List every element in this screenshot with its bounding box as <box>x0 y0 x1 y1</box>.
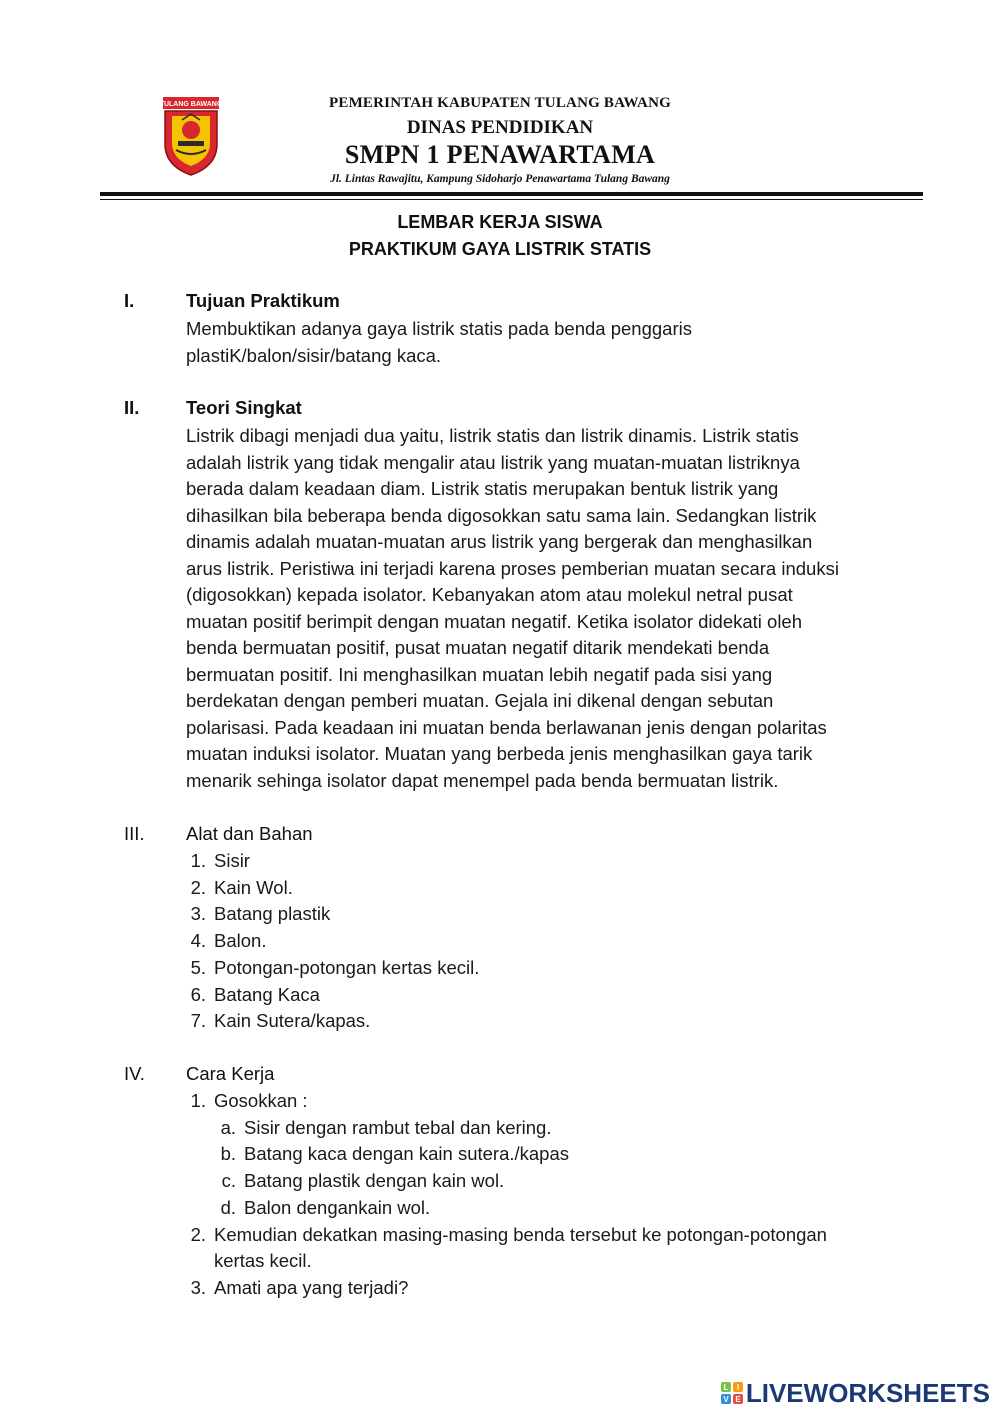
body-line: (digosokkan) kepada isolator. Kebanyakan atom atau molekul netral pusat <box>186 584 793 605</box>
step-text: Amati apa yang terjadi? <box>214 1276 409 1298</box>
sub-letter: d. <box>220 1196 236 1218</box>
body-line: adalah listrik yang tidak mengalir atau listrik yang muatan-muatan listriknya <box>186 451 800 473</box>
item-text: Batang plastik <box>214 903 331 925</box>
body-line: Listrik dibagi menjadi dua yaitu, listrik statis dan listrik dinamis. Listrik statis <box>186 425 799 446</box>
procedure-list <box>190 1088 827 1302</box>
step-number: 1. <box>190 1090 206 1111</box>
item-text: Balon. <box>214 930 267 952</box>
school-address: Jl. Lintas Rawajitu, Kampung Sidoharjo Penawartama Tulang Bawang <box>330 173 670 185</box>
item-number: 4. <box>190 930 206 952</box>
procedure-step <box>190 1222 827 1275</box>
item-text: Kain Sutera/kapas. <box>214 1010 371 1032</box>
list-item <box>190 955 480 982</box>
sub-letter: a. <box>220 1116 236 1138</box>
item-number: 7. <box>190 1010 206 1032</box>
item-number: 1. <box>190 850 206 871</box>
worksheet-title: LEMBAR KERJA SISWA <box>397 212 603 232</box>
logo-letter: I <box>736 1383 739 1392</box>
logo-letter: L <box>723 1383 729 1392</box>
step-text: Kemudian dekatkan masing-masing benda tersebut ke potongan-potongan <box>214 1223 827 1245</box>
sub-letter: b. <box>220 1143 236 1165</box>
letterhead-divider-thin <box>100 199 923 200</box>
list-item <box>190 901 479 928</box>
step-text-continued: kertas kecil. <box>214 1250 312 1272</box>
body-line: plastiK/balon/sisir/batang kaca. <box>186 344 442 366</box>
sub-text: Batang kaca dengan kain sutera./kapas <box>244 1143 570 1165</box>
list-item <box>220 1141 827 1168</box>
sub-text: Batang plastik dengan kain wol. <box>244 1170 505 1192</box>
body-line: benda bermuatan positif, pusat muatan negatif ditarik mendekati benda <box>186 637 770 658</box>
section-2-heading: Teori Singkat <box>186 397 302 418</box>
list-item <box>190 1008 479 1035</box>
government-name: PEMERINTAH KABUPATEN TULANG BAWANG <box>329 95 671 111</box>
item-number: 2. <box>190 876 206 898</box>
body-line: menarik sehinga isolator dapat menempel pada benda bermuatan listrik. <box>186 769 779 791</box>
list-item <box>190 875 479 902</box>
body-line: berdekatan dengan pemberi muatan. Gejala ini dikenal dengan sebutan <box>186 690 774 711</box>
sub-text: Sisir dengan rambut tebal dan kering. <box>244 1116 552 1138</box>
section-1-body <box>186 316 906 369</box>
section-2-numeral: II. <box>124 397 140 418</box>
section-1-heading: Tujuan Praktikum <box>186 290 340 311</box>
materials-list <box>190 848 480 1035</box>
list-item <box>190 928 479 955</box>
procedure-step <box>190 1088 827 1222</box>
sub-text: Balon dengankain wol. <box>244 1196 431 1218</box>
item-text: Kain Wol. <box>214 876 293 898</box>
body-line: Membuktikan adanya gaya listrik statis pada benda penggaris <box>186 318 692 339</box>
step-text: Gosokkan : <box>214 1090 308 1111</box>
sub-letter: c. <box>221 1170 236 1192</box>
item-text: Potongan-potongan kertas kecil. <box>214 956 480 978</box>
logo-label: TULANG BAWANG <box>162 101 220 108</box>
school-name: SMPN 1 PENAWARTAMA <box>344 140 656 169</box>
letterhead-divider-thick <box>100 192 923 196</box>
worksheet-subtitle: PRAKTIKUM GAYA LISTRIK STATIS <box>348 239 652 259</box>
body-line: muatan positif berimpit dengan muatan negatif. Ketika isolator didekati oleh <box>186 610 803 632</box>
body-line: berada dalam keadaan diam. Listrik statis merupakan bentuk listrik yang <box>186 478 779 499</box>
liveworksheets-logo-icon <box>721 1382 743 1404</box>
section-4-heading: Cara Kerja <box>186 1063 275 1084</box>
item-text: Sisir <box>214 850 250 871</box>
item-number: 3. <box>190 903 206 925</box>
liveworksheets-brand[interactable] <box>721 1378 990 1408</box>
section-2-body <box>186 423 906 794</box>
list-item <box>190 848 479 875</box>
item-number: 5. <box>190 956 206 978</box>
regency-crest-icon <box>162 96 220 176</box>
logo-letter: V <box>723 1395 729 1404</box>
section-3-numeral: III. <box>124 823 145 844</box>
body-line: dihasilkan bila beberapa benda digosokkan satu sama lain. Sedangkan listrik <box>186 504 817 526</box>
procedure-step <box>190 1275 827 1302</box>
section-4-numeral: IV. <box>124 1063 145 1084</box>
logo-letter: E <box>735 1395 741 1404</box>
step-number: 2. <box>190 1223 206 1245</box>
list-item <box>220 1195 827 1222</box>
step-number: 3. <box>190 1276 206 1298</box>
body-line: polarisasi. Pada keadaan ini muatan benda berlawanan jenis dengan polaritas <box>186 716 827 738</box>
body-line: dinamis adalah muatan-muatan arus listrik yang bergerak dan menghasilkan <box>186 531 813 552</box>
item-number: 6. <box>190 983 206 1005</box>
section-1-numeral: I. <box>124 290 135 311</box>
list-item <box>190 982 479 1009</box>
item-text: Batang Kaca <box>214 983 320 1005</box>
list-item <box>221 1168 827 1195</box>
list-item <box>220 1115 827 1142</box>
regency-logo <box>162 96 220 176</box>
body-line: muatan induksi isolator. Muatan yang berbeda jenis menghasilkan gaya tarik <box>186 743 813 764</box>
body-line: bermuatan positif. Ini menghasilkan muatan lebih negatif pada sisi yang <box>186 663 773 685</box>
rubbing-sublist <box>214 1115 827 1222</box>
body-line: arus listrik. Peristiwa ini terjadi karena proses pemberian muatan secara induksi <box>186 557 839 579</box>
section-3-heading: Alat dan Bahan <box>186 823 313 844</box>
brand-name: LIVEWORKSHEETS <box>745 1377 990 1408</box>
department-name: DINAS PENDIDIKAN <box>406 117 594 138</box>
